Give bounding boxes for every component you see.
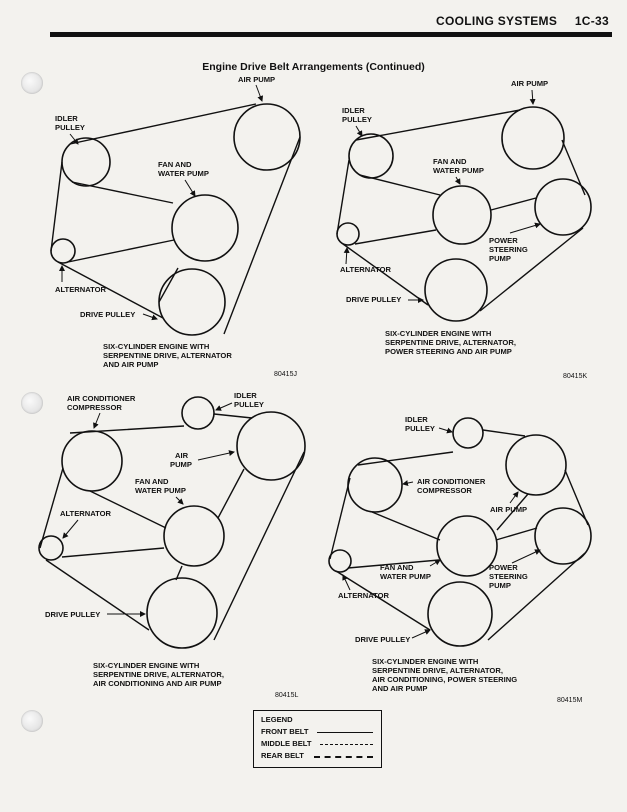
caption: SERPENTINE DRIVE, ALTERNATOR, (372, 666, 503, 675)
front-belt (330, 430, 588, 640)
idler-label: IDLER (405, 415, 428, 424)
legend-title: LEGEND (261, 715, 293, 724)
page-number: 1C-33 (574, 14, 609, 28)
fan-label: WATER PUMP (158, 169, 209, 178)
diagram-4 (329, 418, 591, 646)
drive-pulley (147, 578, 217, 648)
fan-water-pump-pulley (433, 186, 491, 244)
page-title: Engine Drive Belt Arrangements (Continued) (202, 61, 425, 73)
air-pump-pulley (506, 435, 566, 495)
legend-rear-label: REAR BELT (261, 751, 304, 760)
drive-pulley (428, 582, 492, 646)
idler-pulley (182, 397, 214, 429)
fan-water-pump-pulley (164, 506, 224, 566)
idler-label: PULLEY (234, 400, 264, 409)
caption: AND AIR PUMP (103, 360, 159, 369)
ac-compressor-pulley (62, 431, 122, 491)
caption: AND AIR PUMP (372, 684, 428, 693)
ac-compressor-pulley (348, 458, 402, 512)
alternator-label: ALTERNATOR (338, 591, 390, 600)
alternator-label: ALTERNATOR (60, 509, 112, 518)
caption: SERPENTINE DRIVE, ALTERNATOR, (93, 670, 224, 679)
fan-label: WATER PUMP (135, 486, 186, 495)
ac-label: AIR CONDITIONER (417, 477, 486, 486)
caption: AIR CONDITIONING, POWER STEERING (372, 675, 518, 684)
front-belt (40, 414, 304, 640)
fan-water-pump-pulley (172, 195, 238, 261)
fan-label: WATER PUMP (380, 572, 431, 581)
power-steering-label: POWER (489, 236, 518, 245)
idler-pulley (349, 134, 393, 178)
front-belt (337, 110, 585, 311)
alternator-label: ALTERNATOR (55, 285, 107, 294)
diagram-3-labels (45, 391, 298, 699)
drive-label: DRIVE PULLEY (355, 635, 411, 644)
idler-label: IDLER (55, 114, 78, 123)
air-pump-label: AIR PUMP (490, 505, 528, 514)
idler-label: PULLEY (405, 424, 435, 433)
alternator-pulley (51, 239, 75, 263)
idler-pulley (453, 418, 483, 448)
fan-label: FAN AND (158, 160, 192, 169)
idler-label: PULLEY (342, 115, 372, 124)
caption: POWER STEERING AND AIR PUMP (385, 347, 512, 356)
power-steering-label: STEERING (489, 572, 528, 581)
idler-pulley (62, 138, 110, 186)
diagram-1 (51, 104, 300, 335)
ac-label: COMPRESSOR (417, 486, 472, 495)
drive-pulley (159, 269, 225, 335)
diagram-2 (337, 107, 591, 321)
alternator-pulley (329, 550, 351, 572)
fan-label: FAN AND (135, 477, 169, 486)
drive-label: DRIVE PULLEY (45, 610, 101, 619)
air-pump-label: AIR PUMP (511, 79, 549, 88)
legend-middle-label: MIDDLE BELT (261, 739, 312, 748)
legend-middle-line (320, 744, 373, 745)
caption: SIX-CYLINDER ENGINE WITH (372, 657, 479, 666)
caption: SERPENTINE DRIVE, ALTERNATOR, (385, 338, 516, 347)
fan-label: WATER PUMP (433, 166, 484, 175)
air-pump-pulley (502, 107, 564, 169)
section-title: COOLING SYSTEMS (435, 14, 558, 28)
power-steering-label: PUMP (489, 254, 511, 263)
power-steering-pulley (535, 179, 591, 235)
caption: SIX-CYLINDER ENGINE WITH (385, 329, 492, 338)
ac-label: AIR CONDITIONER (67, 394, 136, 403)
figure-number: 80415K (563, 373, 588, 380)
air-pump-pulley (234, 104, 300, 170)
alternator-label: ALTERNATOR (340, 265, 392, 274)
caption: SIX-CYLINDER ENGINE WITH (93, 661, 200, 670)
fan-label: FAN AND (433, 157, 467, 166)
power-steering-label: PUMP (489, 581, 511, 590)
legend-rear-line (314, 756, 373, 758)
idler-label: IDLER (342, 106, 365, 115)
figure-number: 80415M (557, 697, 583, 704)
fan-label: FAN AND (380, 563, 414, 572)
figure-number: 80415L (275, 692, 299, 699)
caption: SIX-CYLINDER ENGINE WITH (103, 342, 210, 351)
drive-pulley (425, 259, 487, 321)
power-steering-label: STEERING (489, 245, 528, 254)
diagram-2-labels (340, 79, 587, 380)
air-pump-label: AIR PUMP (238, 75, 276, 84)
drive-label: DRIVE PULLEY (346, 295, 402, 304)
power-steering-label: POWER (489, 563, 518, 572)
legend-front-label: FRONT BELT (261, 727, 309, 736)
ac-label: COMPRESSOR (67, 403, 122, 412)
drive-label: DRIVE PULLEY (80, 310, 136, 319)
idler-label: PULLEY (55, 123, 85, 132)
air-pump-label: AIR (175, 451, 189, 460)
figure-number: 80415J (274, 371, 297, 378)
legend (253, 710, 382, 768)
legend-front-line (317, 732, 373, 733)
air-pump-label: PUMP (170, 460, 192, 469)
fan-water-pump-pulley (437, 516, 497, 576)
diagram-1-labels (55, 75, 297, 378)
idler-label: IDLER (234, 391, 257, 400)
caption: SERPENTINE DRIVE, ALTERNATOR (103, 351, 232, 360)
caption: AIR CONDITIONING AND AIR PUMP (93, 679, 222, 688)
alternator-pulley (337, 223, 359, 245)
